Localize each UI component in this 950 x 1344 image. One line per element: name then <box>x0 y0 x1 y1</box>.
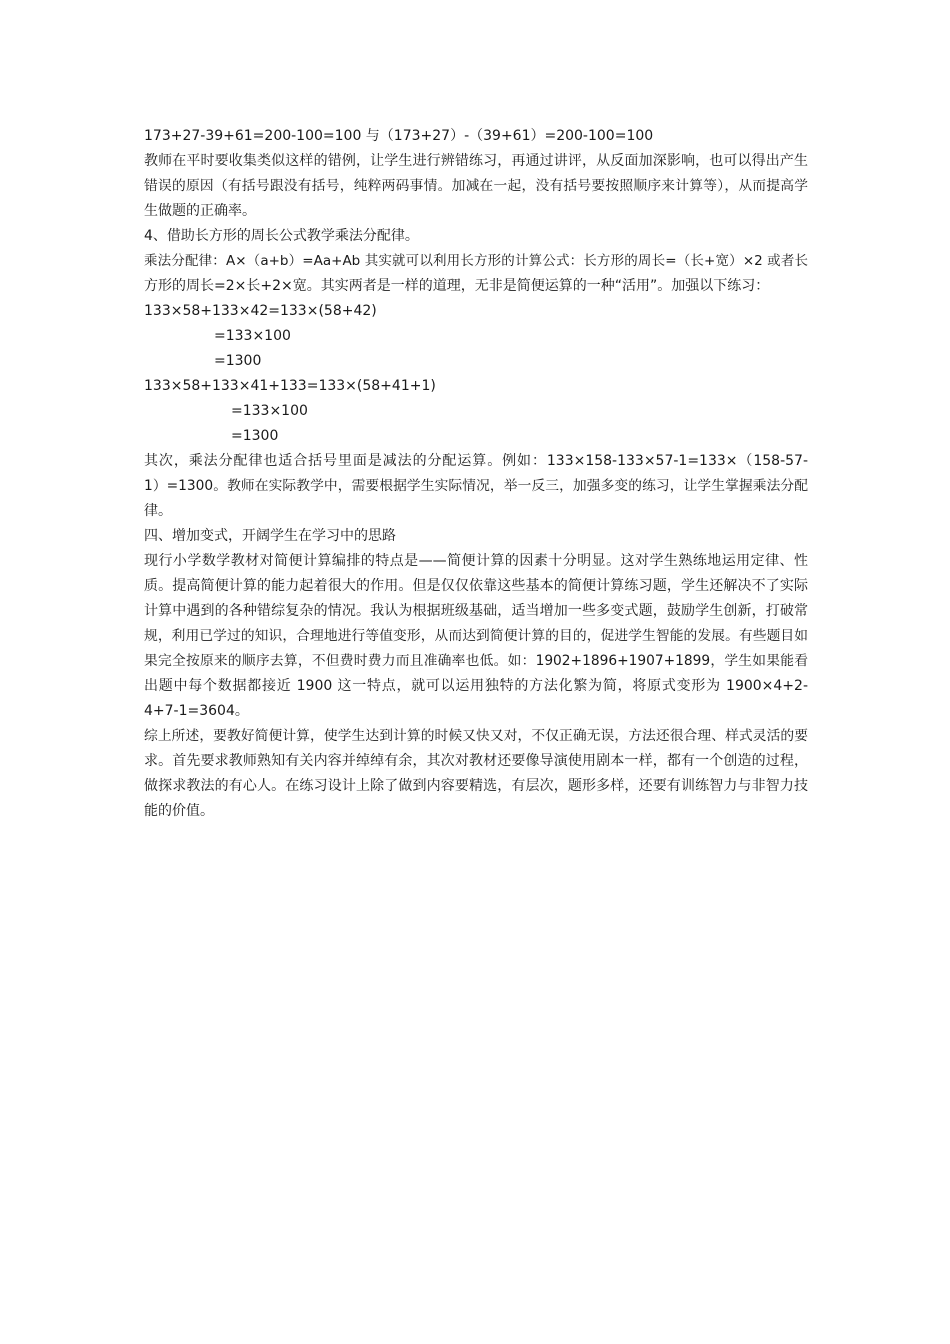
text-line: 1）=1300。教师在实际教学中，需要根据学生实际情况，举一反三，加强多变的练习，让学生掌握乘法分配 <box>144 478 808 494</box>
text-line: 其次，乘法分配律也适合括号里面是减法的分配运算。例如：133×158-133×57-1=133×（158-57- <box>144 453 808 469</box>
document-body <box>144 124 808 824</box>
text-line: 能的价值。 <box>144 803 214 819</box>
equation-line: =133×100 <box>214 328 291 344</box>
text-line: 错误的原因（有括号跟没有括号，纯粹两码事情。加减在一起，没有括号要按照顺序来计算等），从而提高学 <box>144 178 808 194</box>
text-line: 173+27-39+61=200-100=100 与（173+27）-（39+61）=200-100=100 <box>144 128 654 144</box>
text-line: 乘法分配律：A×（a+b）=Aa+Ab 其实就可以利用长方形的计算公式：长方形的周长=（长+宽）×2 或者长 <box>144 253 808 269</box>
equation-line: 133×58+133×41+133=133×(58+41+1) <box>144 378 436 394</box>
text-line: 律。 <box>144 503 172 519</box>
text-line: 生做题的正确率。 <box>144 203 256 219</box>
equation-line: 133×58+133×42=133×(58+42) <box>144 303 377 319</box>
equation-line: =133×100 <box>231 403 308 419</box>
text-line: 4+7-1=3604。 <box>144 703 249 719</box>
text-line: 教师在平时要收集类似这样的错例，让学生进行辨错练习，再通过讲评，从反面加深影响，也可以得出产生 <box>144 153 808 169</box>
equation-line: =1300 <box>231 428 279 444</box>
text-line: 综上所述，要教好简便计算，使学生达到计算的时候又快又对，不仅正确无误，方法还很合理、样式灵活的要 <box>144 728 808 744</box>
text-line: 求。首先要求教师熟知有关内容并绰绰有余，其次对教材还要像导演使用剧本一样，都有一个创造的过程， <box>144 753 808 769</box>
text-line: 规，利用已学过的知识，合理地进行等值变形，从而达到简便计算的目的，促进学生智能的发展。有些题目如 <box>144 628 808 644</box>
text-line: 方形的周长=2×长+2×宽。其实两者是一样的道理，无非是简便运算的一种“活用”。加强以下练习： <box>144 278 770 294</box>
text-line: 计算中遇到的各种错综复杂的情况。我认为根据班级基础，适当增加一些多变式题，鼓励学生创新，打破常 <box>144 603 808 619</box>
text-line: 质。提高简便计算的能力起着很大的作用。但是仅仅依靠这些基本的简便计算练习题，学生还解决不了实际 <box>144 578 808 594</box>
text-line: 出题中每个数据都接近 1900 这一特点，就可以运用独特的方法化繁为简，将原式变形为 1900×4+2- <box>144 678 808 694</box>
section-heading: 4、借助长方形的周长公式教学乘法分配律。 <box>144 228 419 244</box>
text-line: 做探求教法的有心人。在练习设计上除了做到内容要精选，有层次，题形多样，还要有训练智力与非智力技 <box>144 778 808 794</box>
text-line: 果完全按原来的顺序去算，不但费时费力而且准确率也低。如：1902+1896+1907+1899，学生如果能看 <box>144 653 808 669</box>
text-line: 现行小学数学教材对简便计算编排的特点是——简便计算的因素十分明显。这对学生熟练地运用定律、性 <box>144 553 808 569</box>
equation-line: =1300 <box>214 353 262 369</box>
section-heading: 四、增加变式，开阔学生在学习中的思路 <box>144 528 396 544</box>
